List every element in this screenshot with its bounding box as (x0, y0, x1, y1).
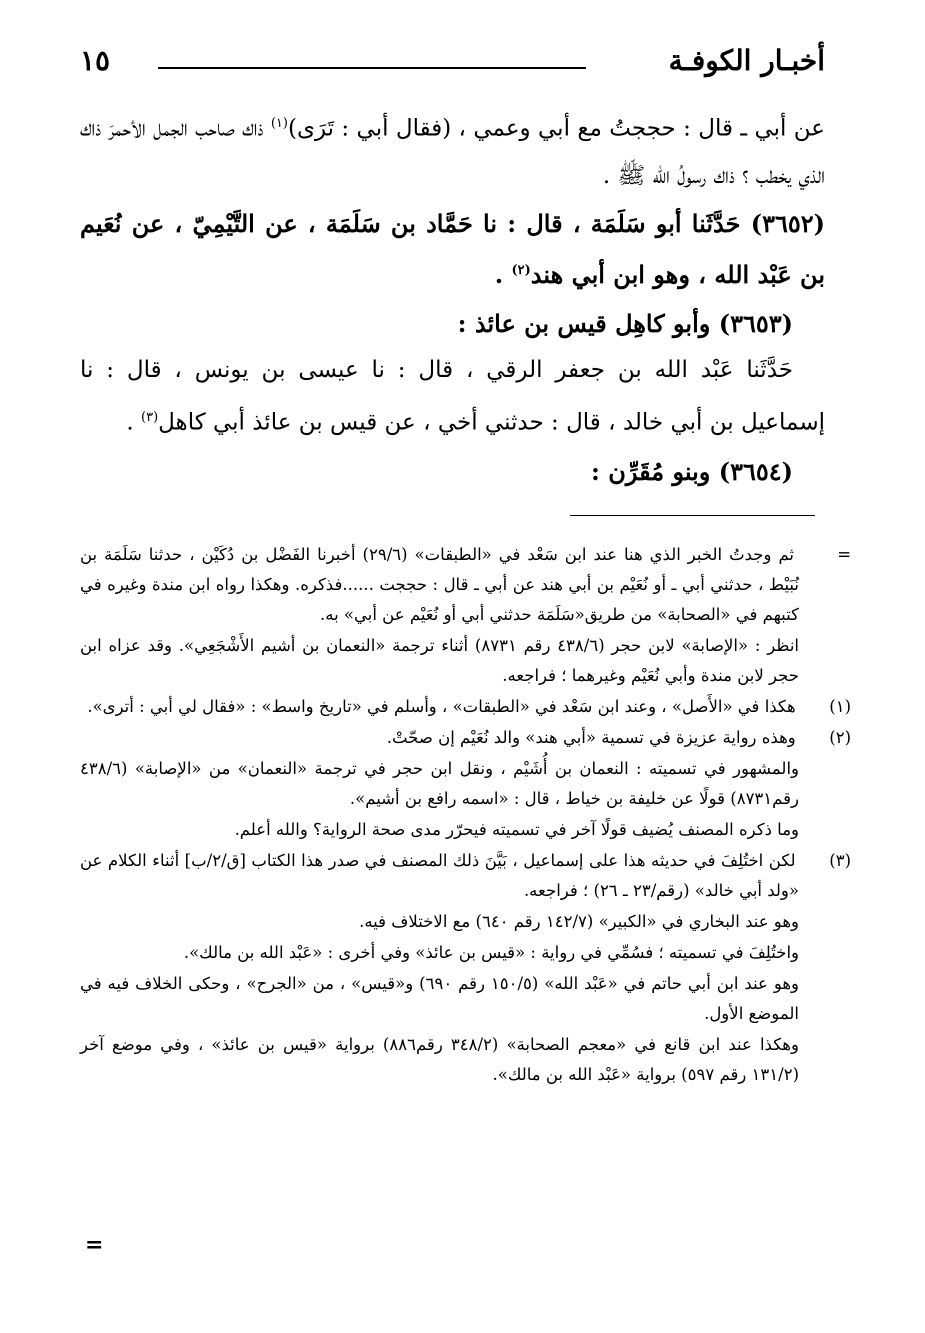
footnote-ref[interactable]: (٣) (141, 409, 159, 425)
footnote-text: واختُلِفَ في تسميته ؛ فسُمِّي في رواية : «قيس بن عائذ» وفي أخرى : «عَبْد الله بن مالك». (183, 943, 799, 962)
main-text (80, 100, 825, 495)
footnote-text: وهكذا عند ابن قانع في «معجم الصحابة» (٣٤٨/٢ رقم٨٨٦) برواية «قيس بن عائذ» ، وفي موضع آخر (١٣١/٢ رقم ٥٩٧) برواية «عَبْد الله بن مالك». (80, 1035, 799, 1084)
running-title: أخبـار الكوفـة (668, 44, 825, 77)
hadith-entry: حَدَّثَنا عَبْد الله بن جعفر الرقي ، قال : نا عيسى بن يونس ، قال : نا إسماعيل بن أبي خالد ، قال : حدثني أخي ، عن قيس بن عائذ أبي كاهل$^{(٣)}$ . (80, 356, 825, 436)
footnote-text: وما ذكره المصنف يُضيف قولًا آخر في تسميته فيحرّر مدى صحة الرواية؟ والله أعلم. (234, 820, 799, 839)
footnote-text: وهو عند البخاري في «الكبير» (١٤٢/٧ رقم ٦٤٠) مع الاختلاف فيه. (359, 912, 799, 931)
footnote-3: (٣) لكن اختُلِفَ في حديثه هذا على إسماعيل ، بَيَّنَ ذلك المصنف في صدر هذا الكتاب [ق/٢/ب] أثناء الكلام عن «ولد أبي خالد» (رقم/٢٣ ـ ٢٦) ؛ فراجعه. (80, 846, 825, 906)
page-number: ١٥ (80, 44, 111, 77)
section-heading: (٣٦٥٣) وأبو كاهِل قيس بن عائذ : (457, 308, 793, 338)
footnote-number: (٢) (829, 728, 851, 747)
continuation-marker: = (837, 545, 852, 564)
continued-marker: = (85, 1232, 104, 1258)
section-heading: (٣٦٥٤) وبنو مُقَرِّن : (591, 457, 793, 487)
footnote-text: انظر : «الإصابة» لابن حجر (٤٣٨/٦ رقم ٨٧٣١) أثناء ترجمة «النعمان بن أشيم الأَشْجَعِي». وقد عزاه ابن حجر لابن مندة وأبي نُعَيْم وغيرهما ؛ فراجعه. (80, 636, 800, 685)
footnote-number: (٣) (829, 851, 851, 870)
footnote-text: والمشهور في تسميته : النعمان بن أُشَيْم ، ونقل ابن حجر في ترجمة «النعمان» من «الإصابة» (٤٣٨/٦ رقم٨٧٣١) قولًا عن خليفة بن خياط ، قال : «اسمه رافع بن أشيم». (80, 759, 799, 808)
footnotes (80, 540, 852, 1091)
footnote-2: (٢) وهذه رواية عزيزة في تسمية «أبي هند» والد نُعَيْم إن صحّتْ. (80, 723, 825, 753)
footnote-text: وهو عند ابن أبي حاتم في «عَبْد الله» (١٥٠/٥ رقم ٦٩٠) و«قيس» ، من «الجرح» ، وحكى الخلاف فيه في الموضع الأول. (80, 974, 800, 1023)
footnote-separator (570, 515, 815, 516)
text-line: عن أبي ـ قال : حججتُ مع أبي وعمي ، (فقال أبي : تَرَى)$^{(١)}$ ذاك صاحب الجمل الأحمرَ ذاك الذي يخطب ؟ ذاك رسولُ الله ﷺ . (80, 115, 826, 189)
footnote-ref[interactable]: (١) (270, 116, 288, 131)
header-rule (158, 67, 586, 69)
footnote-number: (١) (829, 697, 851, 716)
footnote-continuation: = ثم وجدتُ الخبر الذي هنا عند ابن سَعْد في «الطبقات» (٢٩/٦) أخبرنا الفَضْل بن دُكَيْن ، حدثنا سَلَمَة بن نُبَيْط ، حدثني أبي ـ أو نُعَيْم بن أبي هند عن أبي ـ قال : حججت ......فذكره. وهكذا رواه ابن مندة وغيره في كتبهم في «الصحابة» من طريق«سَلَمَة حدثني أبي أو نُعَيْم عن أبي» به. (80, 540, 825, 630)
page-header (80, 44, 825, 92)
footnote-ref[interactable]: (٢) (511, 262, 531, 278)
footnote-1: (١) هكذا في «الأَصل» ، وعند ابن سَعْد في «الطبقات» ، وأسلم في «تاريخ واسط» : «فقال لي أبي : أترى». (80, 692, 825, 722)
hadith-entry: (٣٦٥٢) حَدَّثَنا أبو سَلَمَة ، قال : نا حَمَّاد بن سَلَمَة ، عن التَّيْمِيّ ، عن نُعَيم بن عَبْد الله ، وهو ابن أبي هند$^{(٢)}$ . (80, 208, 825, 289)
